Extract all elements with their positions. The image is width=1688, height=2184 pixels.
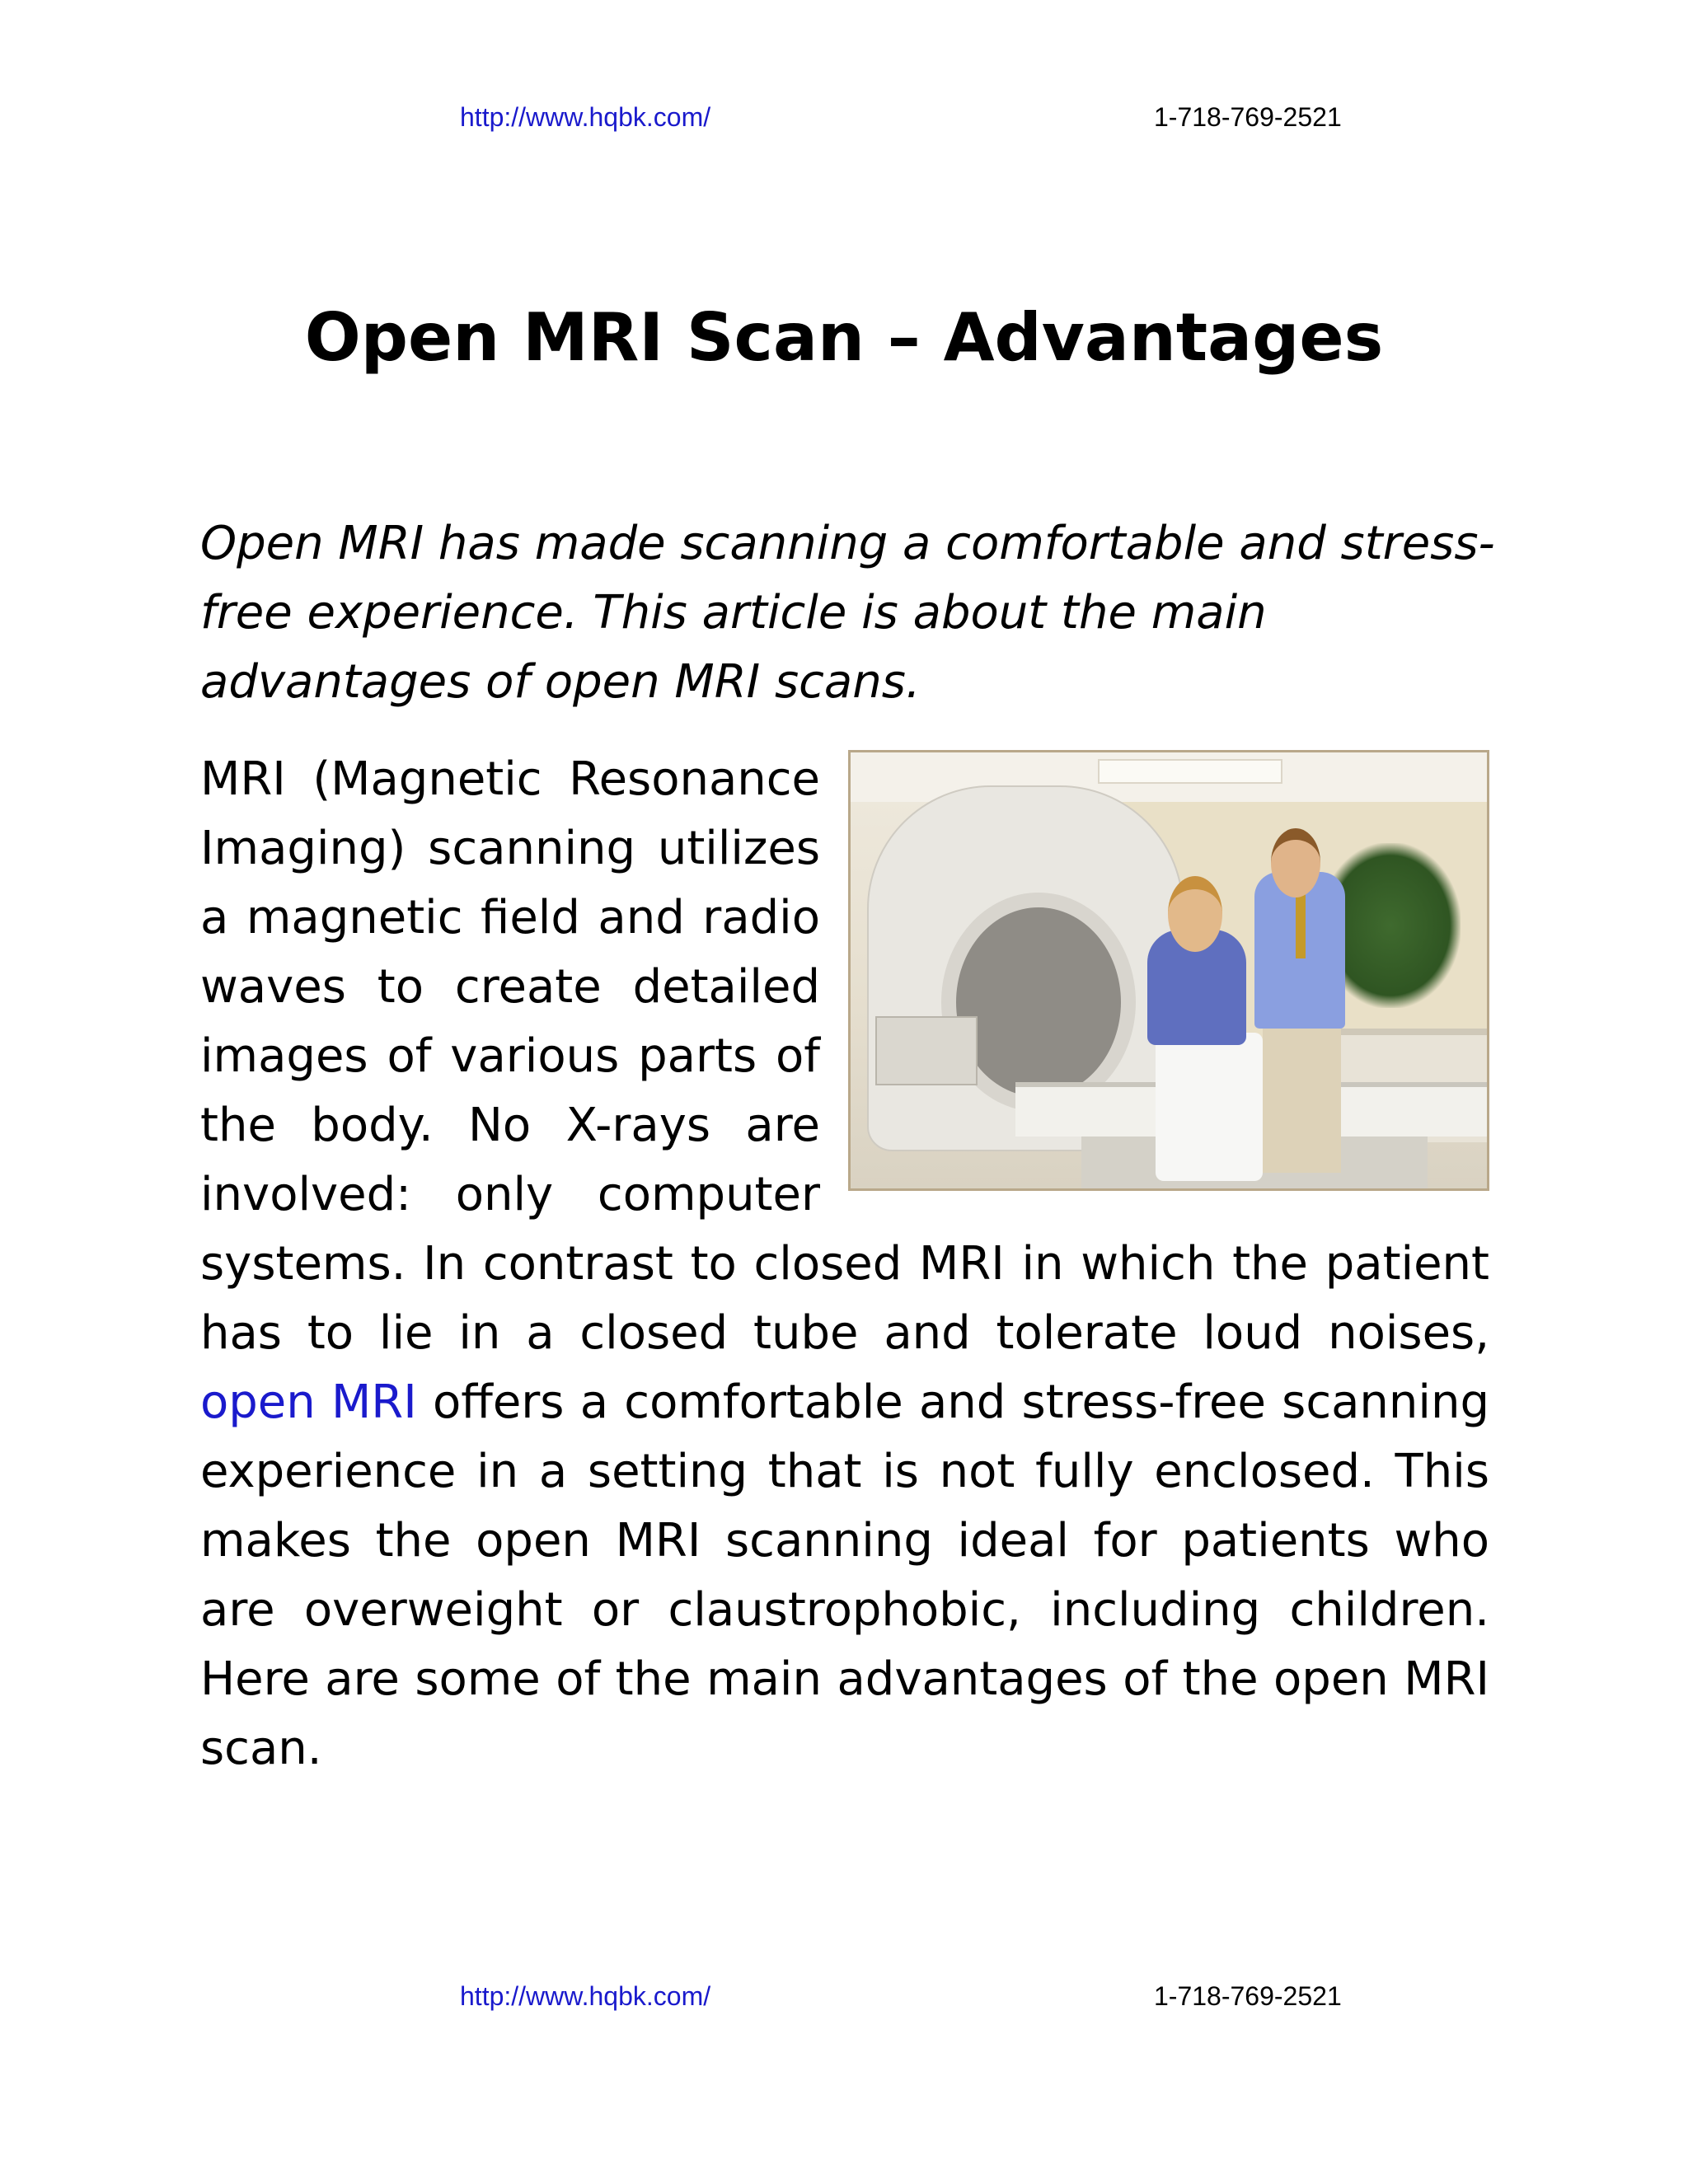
photo-doctor-legs (1263, 1024, 1341, 1173)
header-url-link[interactable]: http://www.hqbk.com/ (460, 102, 711, 132)
page-footer (0, 1980, 1688, 2013)
article-intro: Open MRI has made scanning a comfortable and stress-free experience. This article is about the main advantages of open MRI scans. (200, 517, 1495, 709)
article-body (200, 745, 1489, 1783)
photo-patient-head (1168, 876, 1222, 952)
page-title: Open MRI Scan – Advantages (304, 299, 1384, 376)
photo-scanner-console (875, 1016, 978, 1085)
open-mri-link[interactable]: open MRI (200, 1376, 417, 1429)
photo-ceiling-light (1098, 759, 1282, 784)
photo-patient-legs (1156, 1033, 1263, 1181)
body-text-before-link: MRI (Magnetic Resonance Imaging) scanning utilizes a magnetic field and radio waves to create detailed images of various parts of the body. No X-rays are involved: only computer systems. In contrast to closed MRI in which the patient has to lie in a closed tube and tolerate loud noises, (200, 752, 1489, 1360)
body-text-after-link: offers a comfortable and stress-free scanning experience in a setting that is not fully enclosed. This makes the open MRI scanning ideal for patients who are overweight or claustrophobic, including children. Here are some of the main advantages of the open MRI scan. (200, 1376, 1490, 1775)
photo-doctor-head (1271, 828, 1320, 898)
mri-photo (848, 750, 1489, 1191)
footer-phone: 1-718-769-2521 (1154, 1981, 1342, 2011)
header-phone: 1-718-769-2521 (1154, 102, 1342, 132)
footer-url-link[interactable]: http://www.hqbk.com/ (460, 1981, 711, 2011)
page-header (0, 101, 1688, 134)
